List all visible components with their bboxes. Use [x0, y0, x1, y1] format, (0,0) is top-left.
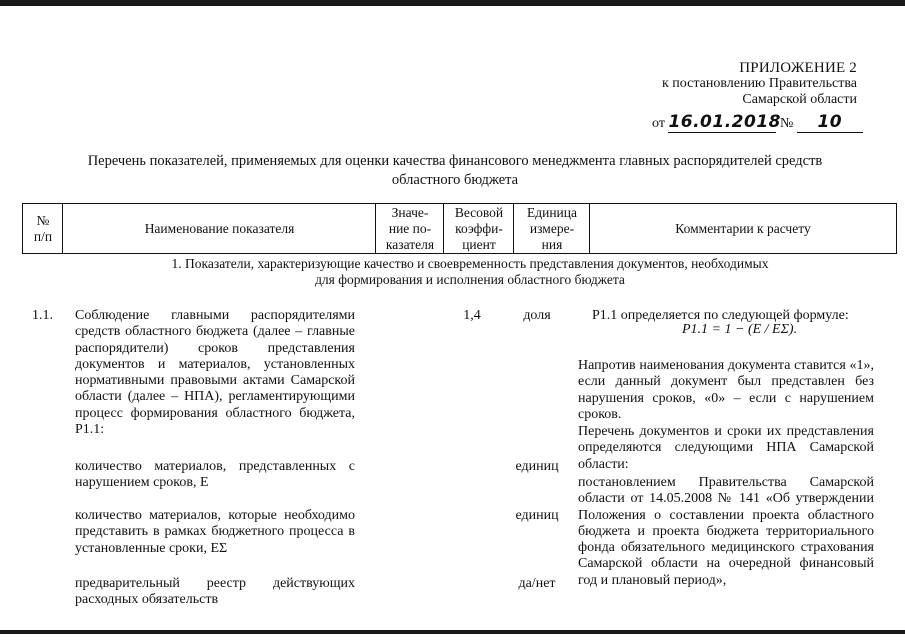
table-header — [22, 203, 897, 254]
annex-line-1: к постановлению Правительства — [661, 76, 857, 91]
section-title-line-1: 1. Показатели, характеризующие качество и своевременность представления документов, необходимых — [171, 256, 769, 271]
column-header-weight: Весовой коэффи- циент — [443, 204, 514, 253]
section-title-line-2: для формирования и исполнения областного бюджета — [315, 272, 625, 287]
subitem-name-2: количество материалов, которые необходимо представить в рамках бюджетного процесса в установленные сроки, EΣ — [75, 508, 355, 556]
column-header-value: Значе- ние по- казателя — [375, 204, 444, 253]
column-header-unit: Единица измере- ния — [513, 204, 590, 253]
column-header-name: Наименование показателя — [62, 204, 376, 253]
document-title-line-2: областного бюджета — [391, 172, 519, 188]
handwritten-date: 16.01.2018 — [668, 112, 781, 132]
document-title — [40, 152, 870, 190]
handwritten-number: 10 — [817, 112, 843, 132]
subitem-unit-1: единиц — [515, 459, 559, 474]
column-header-comment: Комментарии к расчету — [589, 204, 897, 253]
top-border-line — [0, 0, 905, 6]
indicator-name: Соблюдение главными распорядителями средств областного бюджета (далее – главные распорядители) сроков представления документов и материалов, установленных нормативными правовыми актами Самарской области (далее – НПА), регламентирующими процесс формирования областного бюджета, P1.1: — [75, 308, 355, 438]
bottom-border-line — [0, 630, 905, 634]
number-prefix: № — [779, 116, 794, 131]
formula — [682, 322, 797, 338]
annex-header — [597, 60, 857, 108]
comment-intro: P1.1 определяется по следующей формуле: — [592, 308, 849, 323]
comment-paragraph-1: Напротив наименования документа ставится «1», если данный документ был представлен без нарушения сроков, «0» – если с нарушением сроков. — [578, 358, 874, 422]
date-field — [668, 112, 781, 133]
annex-line-2: Самарской области — [742, 92, 857, 107]
weight-value: 1,4 — [463, 308, 481, 323]
comment-paragraph-2: Перечень документов и сроки их представления определяются следующими НПА Самарской области: — [578, 424, 874, 472]
date-prefix: от — [652, 116, 665, 131]
unit-main: доля — [523, 308, 551, 323]
subitem-unit-2: единиц — [515, 508, 559, 523]
comment-paragraph-3: постановлением Правительства Самарской области от 14.05.2008 № 141 «Об утверждении Положения о составлении проекта областного бюджета и проекта бюджета территориального фонда обязательного медицинского страхования Самарской области на очередной финансовый год и плановый период», — [578, 475, 874, 588]
formula-text: P1.1 = 1 − (E / EΣ). — [682, 322, 798, 337]
row-number: 1.1. — [32, 308, 53, 323]
section-title — [40, 256, 900, 288]
column-header-number: № п/п — [22, 204, 63, 253]
subitem-name-1: количество материалов, представленных с нарушением сроков, E — [75, 459, 355, 491]
annex-title: ПРИЛОЖЕНИЕ 2 — [739, 60, 857, 76]
number-field — [797, 112, 863, 133]
document-title-line-1: Перечень показателей, применяемых для оценки качества финансового менеджмента главных распорядителей средств — [87, 153, 823, 169]
subitem-name-3: предварительный реестр действующих расходных обязательств — [75, 576, 355, 608]
subitem-unit-3: да/нет — [518, 576, 556, 591]
annex-date-line — [652, 112, 863, 133]
